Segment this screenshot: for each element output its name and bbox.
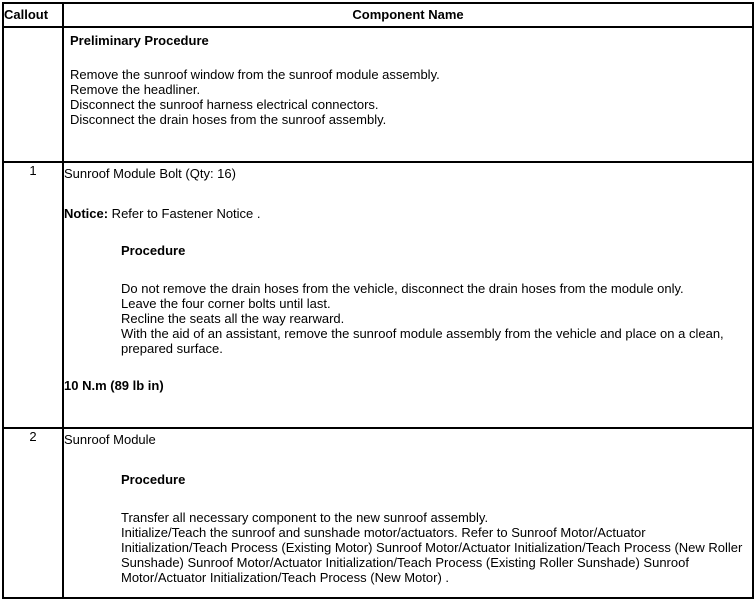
- callout-number: 1: [3, 162, 63, 428]
- procedure-table: [2, 2, 754, 599]
- torque-spec: 10 N.m (89 lb in): [64, 378, 164, 393]
- preliminary-row: [3, 27, 753, 162]
- preliminary-callout-cell: [3, 27, 63, 162]
- notice: [64, 206, 752, 221]
- component-cell: [63, 162, 753, 428]
- callout-header: Callout: [3, 3, 63, 27]
- table-row: [3, 428, 753, 598]
- procedure-step: With the aid of an assistant, remove the sunroof module assembly from the vehicle and place on a clean, prepared surface.: [121, 326, 724, 356]
- callout-number: 2: [3, 428, 63, 598]
- procedure-step: Do not remove the drain hoses from the vehicle, disconnect the drain hoses from the module only.: [121, 281, 684, 296]
- procedure-step: Leave the four corner bolts until last.: [121, 296, 331, 311]
- table-row: [3, 162, 753, 428]
- preliminary-cell: [63, 27, 753, 162]
- preliminary-step: Remove the sunroof window from the sunroof module assembly.: [70, 67, 440, 82]
- component-cell: [63, 428, 753, 598]
- header-row: [3, 3, 753, 27]
- notice-text: Refer to Fastener Notice .: [108, 206, 261, 221]
- procedure-step: Recline the seats all the way rearward.: [121, 311, 345, 326]
- procedure-step: Initialize/Teach the sunroof and sunshade motor/actuators. Refer to Sunroof Motor/Actuator Initialization/Teach Process (Existing Motor) Sunroof Motor/Actuator Initialization/Teach Process (New Roller Sunshade) Sunroof Motor/Actuator Initialization/Teach Process (Existing Roller Sunshade) Sunroof Motor/Actuator Initialization/Teach Process (New Motor) .: [121, 525, 743, 585]
- procedure-step: Transfer all necessary component to the new sunroof assembly.: [121, 510, 489, 525]
- preliminary-step: Remove the headliner.: [70, 82, 201, 97]
- component-name: Sunroof Module Bolt (Qty: 16): [64, 166, 236, 181]
- procedure-title: Procedure: [121, 243, 186, 258]
- preliminary-step: Disconnect the sunroof harness electrical connectors.: [70, 97, 379, 112]
- procedure-title: Procedure: [121, 472, 186, 487]
- component-name-header: Component Name: [63, 3, 753, 27]
- preliminary-step: Disconnect the drain hoses from the sunroof assembly.: [70, 112, 387, 127]
- notice-label: Notice:: [64, 206, 109, 221]
- component-name: Sunroof Module: [64, 432, 156, 447]
- preliminary-title: Preliminary Procedure: [70, 33, 209, 48]
